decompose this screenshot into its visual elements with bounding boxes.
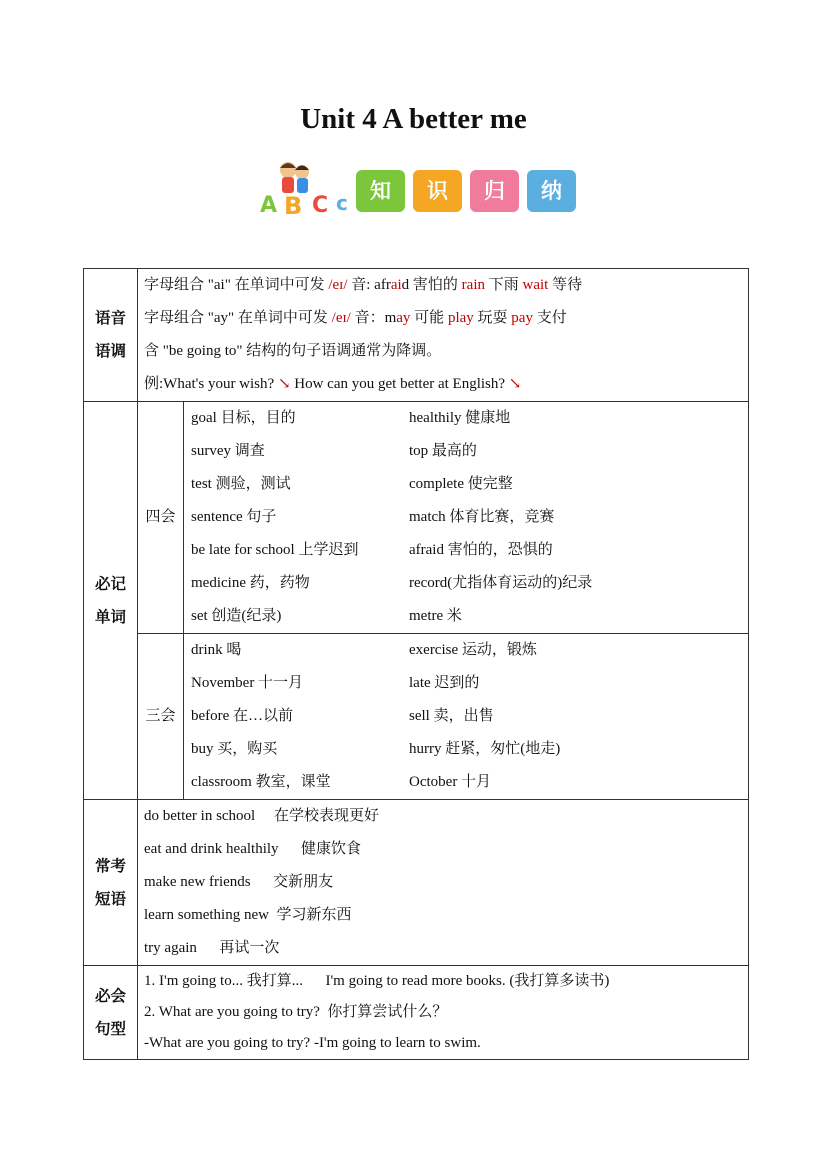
phrase-item: try again 再试一次 xyxy=(144,940,280,956)
word-row: be late for school 上学迟到 afraid 害怕的，恐惧的 xyxy=(191,542,553,558)
label-three-skills: 三会 xyxy=(138,634,184,800)
svg-text:C: C xyxy=(312,193,329,216)
word-row: set 创造(纪录) metre 米 xyxy=(191,608,462,624)
section-pronunciation xyxy=(84,269,749,402)
pron-line-ai: 字母组合 "ai" 在单词中可发 /eɪ/ 音: afraid 害怕的 rain 下雨 wait 等待 xyxy=(144,277,583,293)
kids-abc-illustration xyxy=(258,158,358,216)
four-skills-word-list xyxy=(184,402,749,634)
svg-text:B: B xyxy=(284,192,303,216)
knowledge-table xyxy=(83,268,749,1060)
section-words-four xyxy=(84,402,749,634)
label-phrases: 常考 短语 xyxy=(84,800,138,966)
word-row: before 在…以前 sell 卖，出售 xyxy=(191,708,494,724)
pron-line-example: 例:What's your wish? ↘ How can you get better at English? ↘ xyxy=(144,376,522,392)
word-row: classroom 教室，课堂 October 十月 xyxy=(191,774,492,790)
tile-zhi: 知 xyxy=(356,170,405,212)
word-row: buy 买，购买 hurry 赶紧，匆忙(地走) xyxy=(191,741,561,757)
word-row: November 十一月 late 迟到的 xyxy=(191,675,480,691)
section-sentences xyxy=(84,966,749,1060)
phrase-item: eat and drink healthily 健康饮食 xyxy=(144,841,362,857)
word-row: medicine 药，药物 record(尤指体育运动的)纪录 xyxy=(191,575,593,591)
svg-text:A: A xyxy=(260,193,278,216)
phrase-item: do better in school 在学校表现更好 xyxy=(144,808,379,824)
tile-shi: 识 xyxy=(413,170,462,212)
section-phrases xyxy=(84,800,749,966)
word-row: test 测验，测试 complete 使完整 xyxy=(191,476,513,492)
falling-arrow-icon: ↘ xyxy=(277,376,291,392)
word-row: sentence 句子 match 体育比赛，竞赛 xyxy=(191,509,555,525)
knowledge-summary-banner xyxy=(258,158,580,216)
phrase-item: learn something new 学习新东西 xyxy=(144,907,352,923)
label-four-skills: 四会 xyxy=(138,402,184,634)
tile-gui: 归 xyxy=(470,170,519,212)
section-words-three xyxy=(84,634,749,800)
phrase-item: make new friends 交新朋友 xyxy=(144,874,334,890)
tile-na: 纳 xyxy=(527,170,576,212)
label-words: 必记 单词 xyxy=(84,402,138,800)
sentence-item: -What are you going to try? -I'm going to learn to swim. xyxy=(144,1035,481,1051)
three-skills-word-list xyxy=(184,634,749,800)
pron-line-intonation: 含 "be going to" 结构的句子语调通常为降调。 xyxy=(144,343,442,359)
svg-text:c: c xyxy=(336,191,348,215)
word-row: goal 目标，目的 healthily 健康地 xyxy=(191,410,511,426)
page-title: Unit 4 A better me xyxy=(300,103,527,135)
sentence-item: 2. What are you going to try? 你打算尝试什么？ xyxy=(144,1004,448,1020)
label-sentences: 必会 句型 xyxy=(84,966,138,1060)
label-pronunciation: 语音 语调 xyxy=(84,269,138,402)
word-row: drink 喝 exercise 运动，锻炼 xyxy=(191,642,537,658)
pron-line-ay: 字母组合 "ay" 在单词中可发 /eɪ/ 音：may 可能 play 玩耍 pay 支付 xyxy=(144,310,567,326)
sentence-item: 1. I'm going to... 我打算... I'm going to read more books. (我打算多读书) xyxy=(144,973,610,989)
falling-arrow-icon: ↘ xyxy=(508,376,522,392)
word-row: survey 调查 top 最高的 xyxy=(191,443,477,459)
